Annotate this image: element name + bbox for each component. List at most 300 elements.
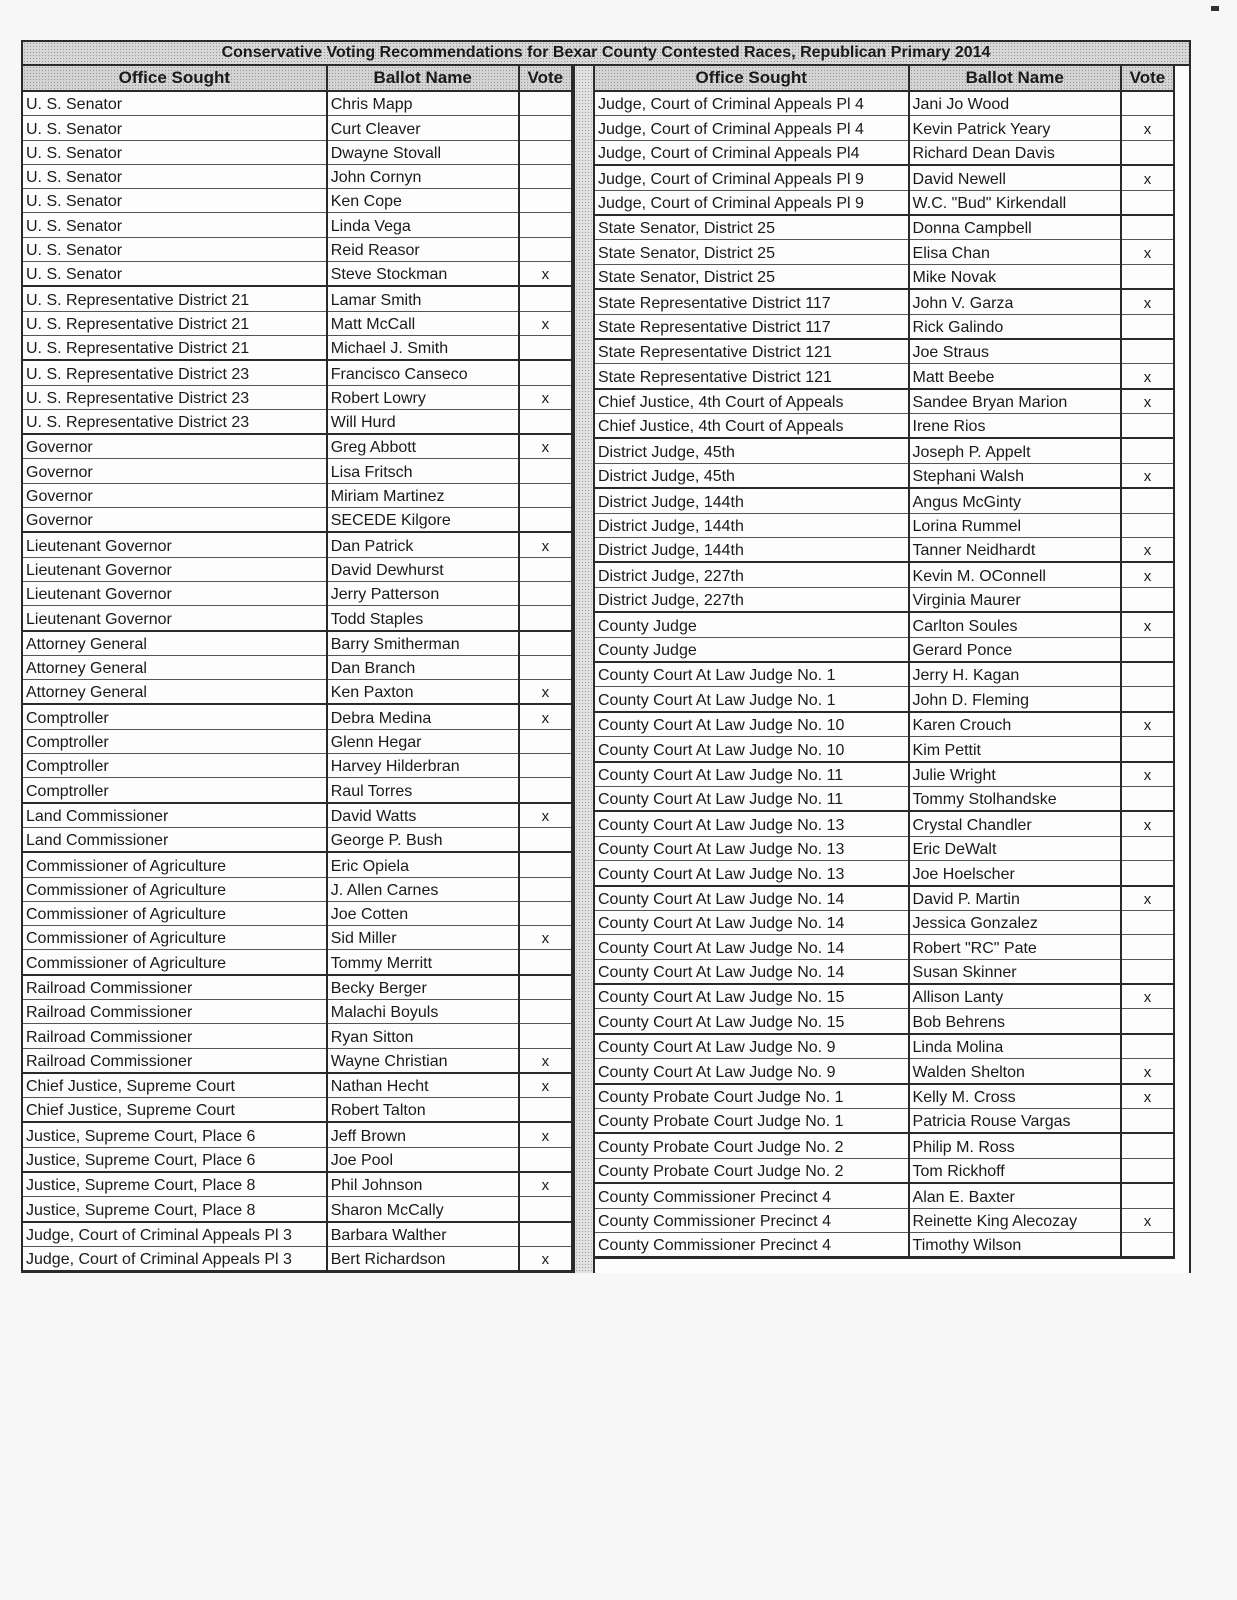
ballot-name-cell: Dan Patrick <box>327 532 519 557</box>
table-row <box>23 999 572 1023</box>
vote-cell <box>519 1098 572 1123</box>
office-cell: Railroad Commissioner <box>23 1024 327 1048</box>
vote-cell <box>519 1222 572 1247</box>
vote-cell <box>1121 587 1174 612</box>
vote-cell <box>519 877 572 901</box>
office-cell: District Judge, 227th <box>595 562 909 587</box>
office-cell: District Judge, 227th <box>595 587 909 612</box>
office-cell: County Court At Law Judge No. 11 <box>595 786 909 811</box>
vote-cell <box>519 1197 572 1222</box>
vote-cell <box>519 508 572 533</box>
ballot-name-cell: Susan Skinner <box>909 959 1121 984</box>
office-cell: U. S. Senator <box>23 262 327 287</box>
ballot-name-cell: Barry Smitherman <box>327 631 519 656</box>
vote-cell <box>1121 687 1174 712</box>
office-cell: County Court At Law Judge No. 14 <box>595 910 909 934</box>
table-row <box>595 910 1174 934</box>
table-row <box>23 803 572 828</box>
ballot-name-cell: Tom Rickhoff <box>909 1158 1121 1183</box>
office-cell: Judge, Court of Criminal Appeals Pl4 <box>595 140 909 165</box>
table-row <box>23 1172 572 1197</box>
table-row <box>23 729 572 753</box>
vote-cell <box>519 409 572 434</box>
vote-cell <box>519 237 572 261</box>
ballot-name-cell: Debra Medina <box>327 704 519 729</box>
office-cell: County Court At Law Judge No. 11 <box>595 762 909 787</box>
table-row <box>595 1109 1174 1134</box>
table-row <box>595 190 1174 215</box>
office-cell: U. S. Senator <box>23 237 327 261</box>
office-cell: County Court At Law Judge No. 13 <box>595 836 909 860</box>
vote-cell <box>519 335 572 360</box>
vote-cell <box>519 286 572 311</box>
ballot-name-cell: Jessica Gonzalez <box>909 910 1121 934</box>
ballot-name-cell: Todd Staples <box>327 606 519 631</box>
ballot-name-cell: SECEDE Kilgore <box>327 508 519 533</box>
vote-cell <box>519 729 572 753</box>
table-row <box>23 262 572 287</box>
table-row <box>595 1009 1174 1034</box>
table-row <box>595 836 1174 860</box>
table-row <box>23 778 572 803</box>
office-cell: Chief Justice, Supreme Court <box>23 1073 327 1098</box>
table-row <box>23 508 572 533</box>
ballot-name-cell: Joe Hoelscher <box>909 861 1121 886</box>
ballot-name-cell: Jeff Brown <box>327 1122 519 1147</box>
vote-cell: x <box>519 926 572 950</box>
office-cell: County Court At Law Judge No. 1 <box>595 687 909 712</box>
table-row <box>595 712 1174 737</box>
ballot-name-cell: Curt Cleaver <box>327 116 519 140</box>
office-cell: County Court At Law Judge No. 13 <box>595 861 909 886</box>
vote-cell <box>1121 264 1174 289</box>
vote-cell <box>1121 215 1174 240</box>
ballot-name-cell: Karen Crouch <box>909 712 1121 737</box>
vote-cell <box>1121 438 1174 463</box>
table-row <box>595 240 1174 264</box>
ballot-name-cell: Raul Torres <box>327 778 519 803</box>
vote-cell <box>1121 190 1174 215</box>
ballot-name-cell: Robert Lowry <box>327 385 519 409</box>
vote-cell <box>519 631 572 656</box>
vote-cell <box>519 189 572 213</box>
ballot-name-cell: Wayne Christian <box>327 1048 519 1073</box>
table-row <box>595 935 1174 959</box>
vote-cell: x <box>1121 538 1174 563</box>
table-row <box>23 655 572 679</box>
vote-cell: x <box>1121 562 1174 587</box>
table-row <box>595 861 1174 886</box>
ballot-name-cell: Becky Berger <box>327 975 519 1000</box>
table-row <box>595 1133 1174 1158</box>
ballot-name-cell: Virginia Maurer <box>909 587 1121 612</box>
vote-cell <box>519 360 572 385</box>
ballot-name-cell: Sandee Bryan Marion <box>909 389 1121 414</box>
office-cell: Justice, Supreme Court, Place 8 <box>23 1197 327 1222</box>
table-row <box>23 385 572 409</box>
table-row <box>23 1098 572 1123</box>
ballot-name-cell: Greg Abbott <box>327 434 519 459</box>
office-cell: Commissioner of Agriculture <box>23 950 327 975</box>
table-row <box>595 1208 1174 1232</box>
table-row <box>595 886 1174 911</box>
vote-cell <box>1121 959 1174 984</box>
vote-cell <box>519 1024 572 1048</box>
table-row <box>23 1073 572 1098</box>
ballot-name-cell: Eric DeWalt <box>909 836 1121 860</box>
office-cell: Judge, Court of Criminal Appeals Pl 3 <box>23 1246 327 1271</box>
table-row <box>23 1048 572 1073</box>
office-cell: Lieutenant Governor <box>23 581 327 605</box>
column-separator <box>573 66 595 1273</box>
office-cell: District Judge, 45th <box>595 463 909 488</box>
table-row <box>595 1059 1174 1084</box>
ballot-name-cell: Donna Campbell <box>909 215 1121 240</box>
ballot-name-cell: Joe Straus <box>909 339 1121 364</box>
table-row <box>595 1232 1174 1257</box>
ballot-name-cell: Lorina Rummel <box>909 513 1121 537</box>
table-row <box>595 637 1174 662</box>
table-row <box>595 339 1174 364</box>
office-cell: Judge, Court of Criminal Appeals Pl 3 <box>23 1222 327 1247</box>
table-row <box>595 364 1174 389</box>
ballot-name-cell: Bert Richardson <box>327 1246 519 1271</box>
table-row <box>23 459 572 483</box>
office-cell: Comptroller <box>23 704 327 729</box>
table-row <box>595 389 1174 414</box>
ballot-name-cell: Tommy Merritt <box>327 950 519 975</box>
table-row <box>23 754 572 778</box>
ballot-name-cell: Elisa Chan <box>909 240 1121 264</box>
office-cell: County Court At Law Judge No. 14 <box>595 935 909 959</box>
office-cell: Governor <box>23 459 327 483</box>
vote-cell: x <box>519 803 572 828</box>
vote-cell: x <box>1121 364 1174 389</box>
ballot-name-cell: John D. Fleming <box>909 687 1121 712</box>
ballot-name-cell: Barbara Walther <box>327 1222 519 1247</box>
vote-cell <box>1121 1109 1174 1134</box>
table-row <box>23 434 572 459</box>
left-table <box>23 66 573 1273</box>
table-row <box>23 704 572 729</box>
office-cell: Comptroller <box>23 754 327 778</box>
table-row <box>595 165 1174 190</box>
ballot-name-cell: Crystal Chandler <box>909 811 1121 836</box>
vote-cell <box>1121 786 1174 811</box>
office-cell: Judge, Court of Criminal Appeals Pl 4 <box>595 91 909 116</box>
table-row <box>23 581 572 605</box>
ballot-name-cell: Phil Johnson <box>327 1172 519 1197</box>
office-cell: Lieutenant Governor <box>23 557 327 581</box>
office-cell: State Senator, District 25 <box>595 264 909 289</box>
vote-cell <box>519 483 572 507</box>
vote-cell <box>1121 910 1174 934</box>
ballot-name-cell: Philip M. Ross <box>909 1133 1121 1158</box>
right-table <box>595 66 1175 1259</box>
header-vote: Vote <box>519 66 572 91</box>
table-row <box>23 631 572 656</box>
table-row <box>595 562 1174 587</box>
vote-cell <box>1121 414 1174 439</box>
vote-cell <box>519 1147 572 1172</box>
vote-cell <box>1121 314 1174 339</box>
table-row <box>23 91 572 116</box>
ballot-name-cell: Dwayne Stovall <box>327 140 519 164</box>
office-cell: State Representative District 117 <box>595 289 909 314</box>
vote-cell <box>519 140 572 164</box>
office-cell: County Probate Court Judge No. 1 <box>595 1109 909 1134</box>
vote-cell: x <box>1121 1084 1174 1109</box>
office-cell: Judge, Court of Criminal Appeals Pl 4 <box>595 116 909 140</box>
table-row <box>595 91 1174 116</box>
table-row <box>595 612 1174 637</box>
office-cell: Chief Justice, Supreme Court <box>23 1098 327 1123</box>
vote-cell <box>519 975 572 1000</box>
ballot-name-cell: David P. Martin <box>909 886 1121 911</box>
ballot-name-cell: J. Allen Carnes <box>327 877 519 901</box>
ballot-name-cell: Jerry Patterson <box>327 581 519 605</box>
table-row <box>23 1222 572 1247</box>
ballot-name-cell: Malachi Boyuls <box>327 999 519 1023</box>
ballot-name-cell: Kelly M. Cross <box>909 1084 1121 1109</box>
vote-cell: x <box>1121 289 1174 314</box>
table-row <box>595 762 1174 787</box>
office-cell: County Court At Law Judge No. 13 <box>595 811 909 836</box>
office-cell: County Court At Law Judge No. 10 <box>595 712 909 737</box>
office-cell: Governor <box>23 508 327 533</box>
table-row <box>595 264 1174 289</box>
header-vote: Vote <box>1121 66 1174 91</box>
ballot-name-cell: Jerry H. Kagan <box>909 662 1121 687</box>
office-cell: U. S. Senator <box>23 91 327 116</box>
vote-cell <box>1121 488 1174 513</box>
ballot-name-cell: Alan E. Baxter <box>909 1183 1121 1208</box>
vote-cell: x <box>1121 811 1174 836</box>
table-row <box>23 409 572 434</box>
ballot-name-cell: Harvey Hilderbran <box>327 754 519 778</box>
table-row <box>595 687 1174 712</box>
office-cell: U. S. Representative District 21 <box>23 311 327 335</box>
table-row <box>23 532 572 557</box>
office-cell: Commissioner of Agriculture <box>23 877 327 901</box>
vote-cell <box>1121 662 1174 687</box>
ballot-name-cell: David Watts <box>327 803 519 828</box>
header-office-sought: Office Sought <box>595 66 909 91</box>
office-cell: U. S. Representative District 21 <box>23 286 327 311</box>
office-cell: Commissioner of Agriculture <box>23 901 327 925</box>
ballot-name-cell: Steve Stockman <box>327 262 519 287</box>
vote-cell <box>519 999 572 1023</box>
ballot-name-cell: W.C. "Bud" Kirkendall <box>909 190 1121 215</box>
vote-cell <box>519 827 572 852</box>
vote-cell: x <box>1121 1059 1174 1084</box>
ballot-name-cell: Robert Talton <box>327 1098 519 1123</box>
table-row <box>23 1024 572 1048</box>
vote-cell <box>1121 339 1174 364</box>
office-cell: Justice, Supreme Court, Place 8 <box>23 1172 327 1197</box>
table-row <box>23 950 572 975</box>
office-cell: Attorney General <box>23 655 327 679</box>
table-row <box>23 926 572 950</box>
vote-cell: x <box>519 434 572 459</box>
ballot-name-cell: Joe Cotten <box>327 901 519 925</box>
office-cell: District Judge, 144th <box>595 538 909 563</box>
table-row <box>23 213 572 237</box>
office-cell: Railroad Commissioner <box>23 1048 327 1073</box>
table-row <box>595 959 1174 984</box>
vote-cell: x <box>1121 762 1174 787</box>
office-cell: State Representative District 117 <box>595 314 909 339</box>
table-row <box>595 488 1174 513</box>
ballot-name-cell: David Newell <box>909 165 1121 190</box>
ballot-name-cell: Kim Pettit <box>909 737 1121 762</box>
office-cell: County Court At Law Judge No. 15 <box>595 1009 909 1034</box>
office-cell: County Court At Law Judge No. 1 <box>595 662 909 687</box>
vote-cell <box>519 778 572 803</box>
ballot-name-cell: Matt Beebe <box>909 364 1121 389</box>
office-cell: U. S. Representative District 21 <box>23 335 327 360</box>
office-cell: Railroad Commissioner <box>23 975 327 1000</box>
vote-cell <box>519 901 572 925</box>
office-cell: Lieutenant Governor <box>23 532 327 557</box>
office-cell: Attorney General <box>23 631 327 656</box>
vote-cell <box>1121 140 1174 165</box>
ballot-name-cell: Bob Behrens <box>909 1009 1121 1034</box>
table-row <box>23 1197 572 1222</box>
vote-cell: x <box>519 1122 572 1147</box>
vote-cell <box>519 581 572 605</box>
table-row <box>23 189 572 213</box>
office-cell: State Senator, District 25 <box>595 240 909 264</box>
office-cell: State Senator, District 25 <box>595 215 909 240</box>
ballot-name-cell: Linda Molina <box>909 1034 1121 1059</box>
office-cell: Lieutenant Governor <box>23 606 327 631</box>
ballot-name-cell: Ken Paxton <box>327 680 519 705</box>
table-row <box>595 116 1174 140</box>
vote-cell <box>519 950 572 975</box>
vote-cell <box>1121 1009 1174 1034</box>
vote-cell <box>519 164 572 188</box>
ballot-name-cell: Chris Mapp <box>327 91 519 116</box>
vote-cell: x <box>1121 1208 1174 1232</box>
office-cell: County Court At Law Judge No. 14 <box>595 886 909 911</box>
ballot-name-cell: Reinette King Alecozay <box>909 1208 1121 1232</box>
table-row <box>595 737 1174 762</box>
office-cell: Governor <box>23 483 327 507</box>
office-cell: Chief Justice, 4th Court of Appeals <box>595 389 909 414</box>
ballot-name-cell: Timothy Wilson <box>909 1232 1121 1257</box>
vote-cell <box>519 557 572 581</box>
office-cell: Justice, Supreme Court, Place 6 <box>23 1147 327 1172</box>
office-cell: District Judge, 144th <box>595 513 909 537</box>
office-cell: U. S. Senator <box>23 189 327 213</box>
office-cell: U. S. Representative District 23 <box>23 385 327 409</box>
office-cell: Chief Justice, 4th Court of Appeals <box>595 414 909 439</box>
vote-cell: x <box>519 1048 572 1073</box>
vote-cell <box>519 655 572 679</box>
table-row <box>23 901 572 925</box>
vote-cell <box>1121 1158 1174 1183</box>
office-cell: Judge, Court of Criminal Appeals Pl 9 <box>595 165 909 190</box>
office-cell: District Judge, 144th <box>595 488 909 513</box>
vote-cell <box>1121 935 1174 959</box>
ballot-name-cell: Kevin M. OConnell <box>909 562 1121 587</box>
ballot-name-cell: Lamar Smith <box>327 286 519 311</box>
office-cell: U. S. Senator <box>23 116 327 140</box>
office-cell: Commissioner of Agriculture <box>23 852 327 877</box>
vote-cell: x <box>519 1172 572 1197</box>
table-row <box>23 557 572 581</box>
vote-cell <box>1121 1232 1174 1257</box>
vote-cell <box>1121 737 1174 762</box>
header-ballot-name: Ballot Name <box>327 66 519 91</box>
office-cell: County Commissioner Precinct 4 <box>595 1232 909 1257</box>
ballot-name-cell: Mike Novak <box>909 264 1121 289</box>
office-cell: Governor <box>23 434 327 459</box>
table-row <box>595 289 1174 314</box>
table-row <box>23 975 572 1000</box>
vote-cell: x <box>519 1073 572 1098</box>
vote-cell <box>519 213 572 237</box>
vote-cell: x <box>519 385 572 409</box>
office-cell: County Commissioner Precinct 4 <box>595 1208 909 1232</box>
ballot-name-cell: Jani Jo Wood <box>909 91 1121 116</box>
vote-cell <box>519 754 572 778</box>
vote-cell <box>1121 513 1174 537</box>
table-row <box>595 215 1174 240</box>
office-cell: Justice, Supreme Court, Place 6 <box>23 1122 327 1147</box>
vote-cell: x <box>1121 886 1174 911</box>
vote-cell <box>1121 1034 1174 1059</box>
office-cell: County Commissioner Precinct 4 <box>595 1183 909 1208</box>
table-row <box>23 286 572 311</box>
ballot-name-cell: Matt McCall <box>327 311 519 335</box>
table-row <box>595 438 1174 463</box>
table-row <box>23 311 572 335</box>
vote-cell: x <box>1121 389 1174 414</box>
office-cell: County Court At Law Judge No. 9 <box>595 1034 909 1059</box>
ballot-name-cell: Ken Cope <box>327 189 519 213</box>
table-row <box>595 513 1174 537</box>
ballot-name-cell: Kevin Patrick Yeary <box>909 116 1121 140</box>
table-row <box>23 680 572 705</box>
vote-cell <box>1121 637 1174 662</box>
vote-cell: x <box>519 532 572 557</box>
table-row <box>23 877 572 901</box>
office-cell: U. S. Senator <box>23 164 327 188</box>
ballot-name-cell: Glenn Hegar <box>327 729 519 753</box>
vote-cell <box>519 606 572 631</box>
ballot-name-cell: Sharon McCally <box>327 1197 519 1222</box>
ballot-name-cell: Michael J. Smith <box>327 335 519 360</box>
office-cell: U. S. Senator <box>23 140 327 164</box>
table-row <box>23 360 572 385</box>
table-row <box>595 538 1174 563</box>
ballot-name-cell: Patricia Rouse Vargas <box>909 1109 1121 1134</box>
ballot-name-cell: Richard Dean Davis <box>909 140 1121 165</box>
office-cell: County Probate Court Judge No. 2 <box>595 1158 909 1183</box>
vote-cell: x <box>519 1246 572 1271</box>
scan-mark <box>1211 6 1219 11</box>
page-title: Conservative Voting Recommendations for Bexar County Contested Races, Republican Primary 2014 <box>23 42 1189 66</box>
ballot-name-cell: Reid Reasor <box>327 237 519 261</box>
header-ballot-name: Ballot Name <box>909 66 1121 91</box>
vote-cell <box>1121 91 1174 116</box>
ballot-name-cell: John Cornyn <box>327 164 519 188</box>
office-cell: County Court At Law Judge No. 10 <box>595 737 909 762</box>
vote-cell: x <box>1121 463 1174 488</box>
office-cell: U. S. Representative District 23 <box>23 409 327 434</box>
